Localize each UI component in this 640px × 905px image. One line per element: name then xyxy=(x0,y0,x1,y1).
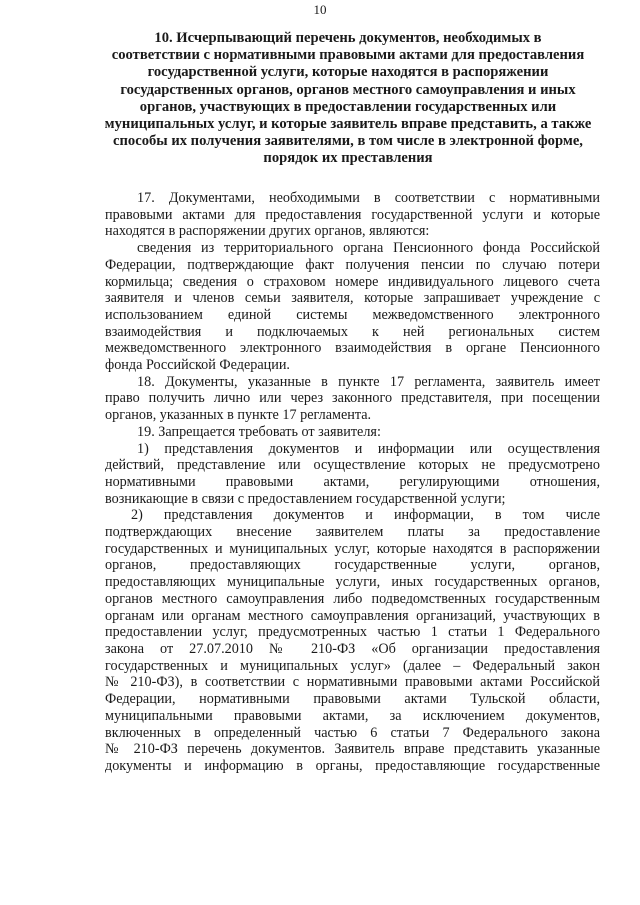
heading-line: 10. Исчерпывающий перечень документов, необходимых в xyxy=(154,30,542,46)
body-line: предоставляющих муниципальные услуги, иных государственных органов, xyxy=(105,574,600,591)
body-line: органов местного самоуправления либо подведомственных государственным xyxy=(105,590,600,607)
body-line: действий, представление или осуществление которых не предусмотрено xyxy=(105,457,600,474)
body-line: подтверждающих внесение заявителем платы за предоставление xyxy=(105,524,600,541)
body-line: предоставлении услуг, предусмотренных частью 1 статьи 1 Федерального xyxy=(105,624,600,641)
body-line: государственных и муниципальных услуг» (далее – Федеральный закон xyxy=(105,657,600,674)
body-line: взаимодействия и подключаемых к ней региональных систем xyxy=(105,323,600,340)
body-line: нормативными правовыми актами, регулирующими отношения, xyxy=(105,473,600,490)
body-line: 19. Запрещается требовать от заявителя: xyxy=(137,423,381,440)
heading-line: государственной услуги, которые находятся в распоряжении xyxy=(147,64,549,81)
body-text xyxy=(105,190,600,775)
body-line: органов, предоставляющих государственные услуги, органов, xyxy=(105,557,600,574)
heading-line: порядок их преставления xyxy=(263,150,433,167)
body-line: 17. Документами, необходимыми в соответствии с нормативными xyxy=(137,190,600,206)
body-line: межведомственного электронного взаимодействия в органе Пенсионного xyxy=(105,340,600,357)
body-line: 1) представления документов и информации или осуществления xyxy=(137,440,600,457)
heading-line: муниципальных услуг, и которые заявитель вправе представить, а также xyxy=(104,116,592,133)
body-line: 2) представления документов и информации, в том числе xyxy=(131,507,600,524)
body-line: документы и информацию в органы, предоставляющие государственные xyxy=(105,757,600,774)
body-line: закона от 27.07.2010 № 210-ФЗ «Об организации предоставления xyxy=(105,640,600,657)
body-line: правовыми актами для предоставления государственной услуги и которые xyxy=(105,206,600,223)
heading-line: соответствии с нормативными правовыми актами для предоставления xyxy=(111,47,585,64)
body-line: органов, указанных в пункте 17 регламента. xyxy=(105,407,372,424)
body-line: 18. Документы, указанные в пункте 17 регламента, заявитель имеет xyxy=(137,373,600,390)
body-line: Федерации, подтверждающие факт получения пенсии по случаю потери xyxy=(105,256,600,273)
heading-line: органов, участвующих в предоставлении государственных или xyxy=(139,98,557,115)
body-line: заявителя и членов семьи заявителя, которые запрашивает учреждение с xyxy=(105,290,600,307)
body-line: включенных в определенный частью 6 статьи 7 Федерального закона xyxy=(105,724,600,741)
section-heading xyxy=(98,30,598,168)
body-line: право получить лично или через законного представителя, при посещении xyxy=(105,390,600,407)
body-line: муниципальными правовыми актами, за исключением документов, xyxy=(105,707,600,724)
body-line: Федерации, нормативными правовыми актами Тульской области, xyxy=(105,691,600,708)
body-line: государственных и муниципальных услуг, которые находятся в распоряжении xyxy=(105,540,600,557)
heading-line: государственных органов, органов местного самоуправления и иных xyxy=(120,81,576,98)
body-line: кормильца; сведения о страховом номере индивидуального лицевого счета xyxy=(105,273,600,290)
body-line: возникающие в связи с предоставлением государственной услуги; xyxy=(105,490,506,507)
heading-line: способы их получения заявителями, в том числе в электронной форме, xyxy=(113,133,583,150)
body-line: использованием единой системы межведомственного электронного xyxy=(105,306,600,323)
body-line: № 210-ФЗ перечень документов. Заявитель вправе представить указанные xyxy=(105,741,600,758)
body-line: № 210-ФЗ), в соответствии с нормативными правовыми актами Российской xyxy=(105,674,600,691)
body-line: находятся в распоряжении других органов, являются: xyxy=(105,223,430,240)
page-number: 10 xyxy=(313,2,327,17)
body-line: сведения из территориального органа Пенсионного фонда Российской xyxy=(137,240,600,257)
body-line: органам или органам местного самоуправления организаций, участвующих в xyxy=(105,607,600,624)
body-line: фонда Российской Федерации. xyxy=(105,357,290,374)
